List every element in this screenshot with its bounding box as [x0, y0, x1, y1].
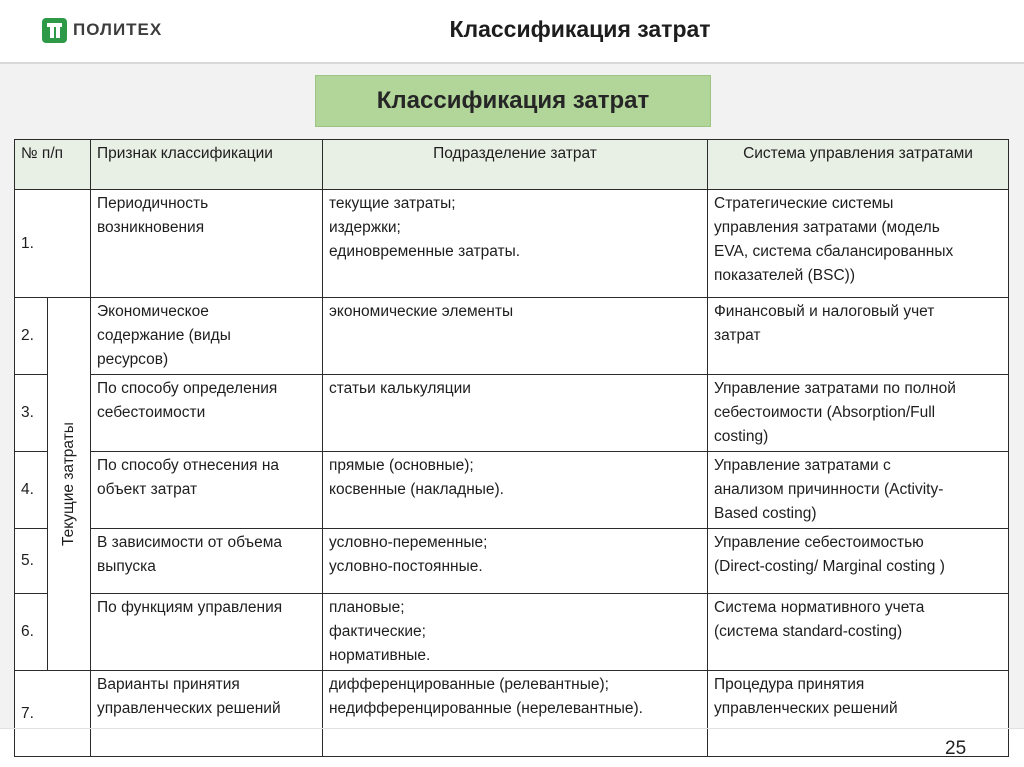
row-number: 2.: [15, 298, 48, 375]
row-feature: По способу отнесения на объект затрат: [91, 452, 323, 529]
classification-table: [14, 139, 1009, 757]
table-row: [15, 375, 1009, 452]
table-row: [15, 671, 1009, 757]
row-system: Управление затратами с анализом причинности (Activity- Based costing): [708, 452, 1009, 529]
row-number: 5.: [15, 529, 48, 594]
row-division: экономические элементы: [323, 298, 708, 375]
header-num: № п/п: [15, 140, 91, 190]
row-number: 7.: [15, 671, 91, 757]
row-feature: Варианты принятия управленческих решений: [91, 671, 323, 757]
row-division: условно-переменные; условно-постоянные.: [323, 529, 708, 594]
row-feature: По функциям управления: [91, 594, 323, 671]
table-row: [15, 594, 1009, 671]
row-division: статьи калькуляции: [323, 375, 708, 452]
slide-header: [0, 0, 1024, 62]
row-system: Управление затратами по полной себестоимости (Absorption/Full costing): [708, 375, 1009, 452]
row-number: 3.: [15, 375, 48, 452]
row-number: 4.: [15, 452, 48, 529]
row-system: Управление себестоимостью (Direct-costing/ Marginal costing ): [708, 529, 1009, 594]
row-division: прямые (основные); косвенные (накладные).: [323, 452, 708, 529]
row-division: текущие затраты; издержки; единовременные затраты.: [323, 190, 708, 298]
logo: [42, 16, 162, 44]
row-feature: По способу определения себестоимости: [91, 375, 323, 452]
row-feature: Экономическое содержание (виды ресурсов): [91, 298, 323, 375]
row-system: Процедура принятия управленческих решений: [708, 671, 1009, 757]
slide-title-banner: Классификация затрат: [315, 75, 711, 127]
table-header-row: [15, 140, 1009, 190]
page-number: 25: [945, 738, 967, 759]
row-feature: Периодичность возникновения: [91, 190, 323, 298]
header-division: Подразделение затрат: [323, 140, 708, 190]
footer-divider: [0, 728, 1024, 729]
current-costs-group-cell: [48, 298, 91, 671]
row-division: плановые; фактические; нормативные.: [323, 594, 708, 671]
logo-text: ПОЛИТЕХ: [73, 20, 163, 39]
header-title: Классификация затрат: [449, 16, 711, 42]
current-costs-group-label: Текущие затраты: [60, 422, 77, 546]
row-system: Система нормативного учета (система standard-costing): [708, 594, 1009, 671]
row-division: дифференцированные (релевантные); недифференцированные (нерелевантные).: [323, 671, 708, 757]
row-number: 1.: [15, 190, 91, 298]
row-feature: В зависимости от объема выпуска: [91, 529, 323, 594]
table-row: [15, 298, 1009, 375]
table-row: [15, 190, 1009, 298]
header-feature: Признак классификации: [91, 140, 323, 190]
row-number: 6.: [15, 594, 48, 671]
header-system: Система управления затратами: [708, 140, 1009, 190]
row-system: Финансовый и налоговый учет затрат: [708, 298, 1009, 375]
table-row: [15, 529, 1009, 594]
row-system: Стратегические системы управления затратами (модель EVA, система сбалансированных показателей (BSC)): [708, 190, 1009, 298]
table-row: [15, 452, 1009, 529]
politech-logo-icon: [42, 18, 67, 43]
